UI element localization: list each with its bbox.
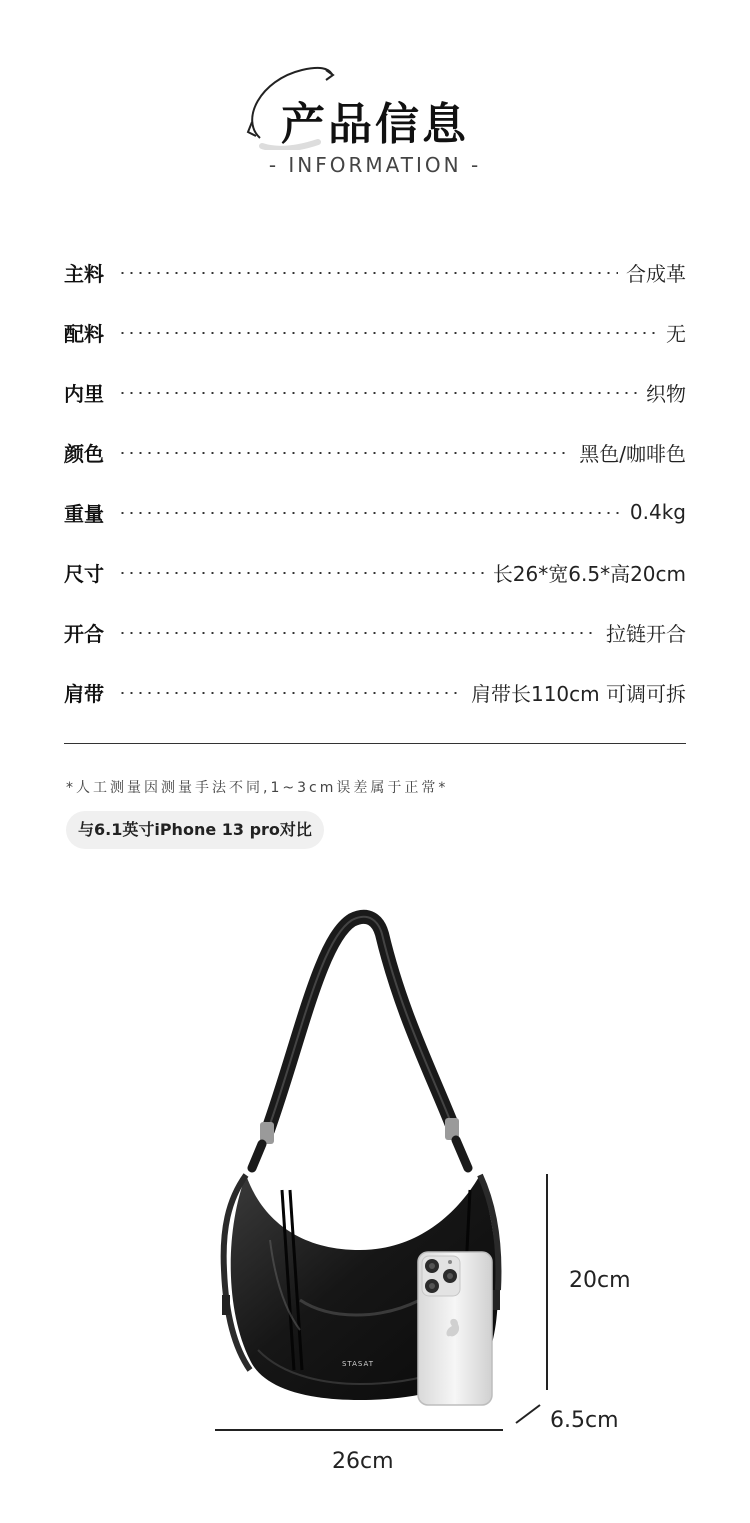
dotted-leader [118, 392, 638, 394]
comparison-badge: 与6.1英寸iPhone 13 pro对比 [66, 811, 324, 849]
dotted-leader [118, 272, 618, 274]
divider [64, 743, 686, 744]
spec-row-material [64, 252, 686, 292]
spec-label: 尺寸 [64, 561, 104, 586]
depth-dimension-line [516, 1405, 540, 1423]
spec-label: 肩带 [64, 681, 104, 706]
spec-row-accessory [64, 312, 686, 352]
spec-value: 合成革 [626, 261, 686, 286]
spec-value: 肩带长110cm 可调可拆 [470, 681, 686, 706]
strap [268, 917, 452, 1130]
spec-label: 重量 [64, 501, 104, 526]
spec-row-strap [64, 672, 686, 712]
product-comparison-illustration [0, 900, 750, 1474]
dotted-leader [118, 452, 571, 454]
spec-value: 拉链开合 [606, 621, 686, 646]
brand-mark: STASAT [341, 1360, 375, 1368]
height-label: 20cm [569, 1268, 631, 1293]
spec-value: 黑色/咖啡色 [579, 441, 686, 466]
spec-row-lining [64, 372, 686, 412]
spec-label: 颜色 [64, 441, 104, 466]
spec-label: 开合 [64, 621, 104, 646]
dotted-leader [118, 572, 485, 574]
bag-illustration [0, 900, 750, 1460]
dotted-leader [118, 632, 598, 634]
page-subtitle: - INFORMATION - [268, 153, 482, 177]
dotted-leader [118, 692, 463, 694]
depth-label: 6.5cm [550, 1408, 619, 1433]
page-title: 产品信息 [281, 99, 469, 150]
dotted-leader [118, 512, 622, 514]
section-header [0, 55, 750, 185]
spec-row-weight [64, 492, 686, 532]
spec-value: 0.4kg [629, 500, 686, 524]
spec-label: 主料 [64, 261, 104, 286]
spec-value: 无 [666, 321, 686, 346]
spec-value: 织物 [646, 381, 686, 406]
spec-row-size [64, 552, 686, 592]
spec-label: 配料 [64, 321, 104, 346]
measurement-note: *人工测量因测量手法不同,1~3cm误差属于正常* [66, 780, 449, 796]
spec-value: 长26*宽6.5*高20cm [492, 561, 686, 586]
spec-label: 内里 [64, 381, 104, 406]
dotted-leader [118, 332, 658, 334]
width-label: 26cm [332, 1449, 394, 1474]
spec-row-color [64, 432, 686, 472]
spec-row-closure [64, 612, 686, 652]
